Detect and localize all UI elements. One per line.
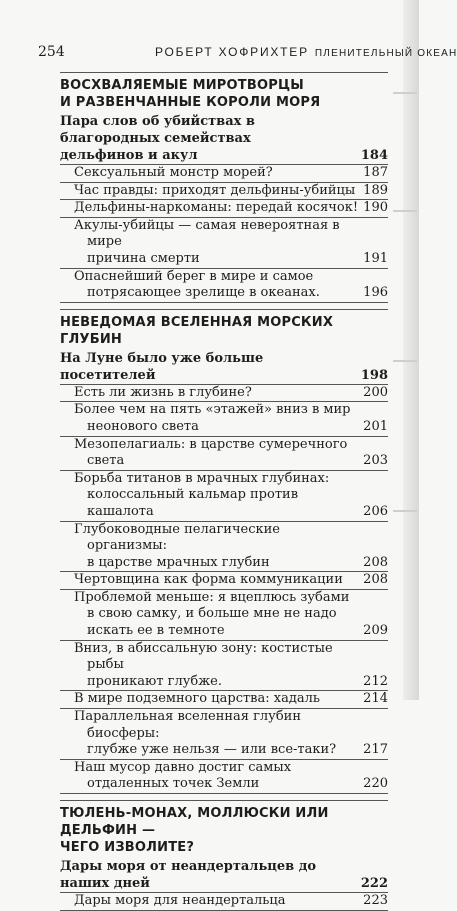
entry-title [74,590,359,640]
entry-title [74,691,359,708]
entry-title [74,893,359,910]
entry-line: причина смерти [87,250,200,266]
entry-line: Чертовщина как форма коммуникации [74,572,343,588]
entry-line: кашалота [87,503,154,519]
entry-title [74,641,359,691]
entry-line: Наш мусор давно достиг самых [74,759,292,775]
toc-entry [60,165,388,183]
entry-line: Более чем на пять «этажей» вниз в мир [74,402,351,418]
section-entry [60,113,388,165]
entry-title [74,183,359,200]
entry-page-number: 208 [363,572,388,588]
entry-title [74,522,359,572]
entry-page-number: 191 [363,250,388,266]
section-title [60,113,357,164]
entry-line: И РАЗВЕНЧАННЫЕ КОРОЛИ МОРЯ [60,95,321,110]
entry-title [74,218,359,268]
entry-line: света [87,453,125,469]
author-name: РОБЕРТ ХОФРИХТЕР [155,45,309,59]
entry-page-number: 196 [363,285,388,301]
entry-line: Дельфины-наркоманы: передай косячок! [74,200,359,216]
section-page-number: 222 [360,876,388,891]
section-entry [60,858,388,893]
toc-entry [60,218,388,269]
chapter-block [60,801,388,911]
chapter-block [60,73,388,303]
entry-title [74,402,359,435]
running-header [38,44,457,62]
entry-title [74,200,359,217]
entry-line: Опаснейший берег в мире и самое [74,268,314,284]
toc-entry [60,471,388,522]
entry-page-number: 189 [363,182,388,198]
entry-page-number: 187 [363,165,388,180]
entry-line: Мезопелагиаль: в царстве сумеречного [74,436,348,452]
entry-line: колоссальный кальмар против [87,487,299,503]
page-number: 254 [38,44,65,60]
entry-title [74,471,359,521]
entry-page-number: 190 [363,200,388,216]
entry-line: ЧЕГО ИЗВОЛИТЕ? [60,840,195,855]
entry-page-number: 200 [363,384,388,400]
entry-line: Параллельная вселенная глубин биосферы: [74,709,301,741]
entry-line: отдаленных точек Земли [87,776,260,792]
entry-title [74,437,359,470]
entry-title [74,269,359,302]
entry-line: в царстве мрачных глубин [87,554,270,570]
toc-entry [60,385,388,403]
section-page-number: 198 [360,367,388,383]
toc-entry [60,641,388,692]
bleed-through-mark [393,510,417,512]
entry-page-number: 223 [363,893,388,908]
entry-line: Дары моря от неандертальцев до наших дней [60,859,317,891]
section-title [60,350,357,384]
toc-entry [60,893,388,911]
bleed-through-mark [393,210,417,212]
entry-line: Глубоководные пелагические организмы: [74,521,281,554]
entry-line: искать ее в темноте [87,623,225,639]
entry-line: в свою самку, и больше мне не надо [87,606,337,622]
entry-line: Пара слов об убийствах в благородных семействах [60,114,255,146]
entry-page-number: 217 [363,742,388,758]
entry-title [74,572,359,589]
entry-page-number: 212 [363,673,388,689]
entry-line: глубже уже нельзя — или все-таки? [87,742,337,758]
entry-line: Сексуальный монстр морей? [74,165,273,180]
toc-entry [60,590,388,641]
entry-page-number: 201 [363,418,388,434]
entry-line: На Луне было уже больше посетителей [60,350,264,383]
entry-line: НЕВЕДОМАЯ ВСЕЛЕННАЯ МОРСКИХ ГЛУБИН [60,314,334,347]
chapter-block [60,310,388,794]
entry-line: В мире подземного царства: хадаль [74,691,320,707]
chapter-title [60,77,388,111]
table-of-contents [60,72,388,911]
entry-title [74,165,359,182]
toc-entry [60,522,388,573]
entry-line: Вниз, в абиссальную зону: костистые рыбы [74,640,333,673]
entry-line: Проблемой меньше: я вцеплюсь зубами [74,589,350,605]
entry-line: потрясающее зрелище в океанах. [87,285,320,301]
section-entry [60,350,388,385]
entry-line: Борьба титанов в мрачных глубинах: [74,470,330,486]
entry-title [74,760,359,793]
toc-entry [60,437,388,471]
entry-line: ТЮЛЕНЬ-МОНАХ, МОЛЛЮСКИ ИЛИ ДЕЛЬФИН — [60,806,329,838]
bleed-through-mark [393,360,417,362]
entry-line: ВОСХВАЛЯЕМЫЕ МИРОТВОРЦЫ [60,78,304,93]
entry-title [74,709,359,759]
entry-line: Дары моря для неандертальца [74,893,286,908]
entry-page-number: 220 [363,776,388,792]
toc-entry [60,183,388,201]
entry-title [74,385,359,402]
chapter-title [60,805,388,856]
toc-entry [60,691,388,709]
entry-line: проникают глубже. [87,673,222,689]
running-title [155,45,457,59]
section-title [60,858,357,892]
entry-page-number: 206 [363,503,388,519]
entry-page-number: 209 [363,623,388,639]
entry-page-number: 203 [363,453,388,469]
entry-page-number: 214 [363,691,388,707]
entry-line: Акулы-убийцы — самая невероятная в мире [74,217,340,250]
entry-line: дельфинов и акул [60,148,198,163]
entry-line: Есть ли жизнь в глубине? [74,384,252,400]
entry-line: неонового света [87,418,199,434]
bleed-through-mark [393,92,417,94]
toc-entry [60,269,388,303]
toc-entry [60,572,388,590]
toc-entry [60,402,388,436]
toc-entry [60,760,388,794]
entry-page-number: 208 [363,554,388,570]
toc-entry [60,200,388,218]
toc-entry [60,709,388,760]
book-spine-edge [403,0,419,700]
chapter-title [60,314,388,348]
section-page-number: 184 [360,148,388,163]
entry-line: Час правды: приходят дельфины-убийцы [74,182,356,198]
book-title: ПЛЕНИТЕЛЬНЫЙ ОКЕАН [314,48,457,59]
